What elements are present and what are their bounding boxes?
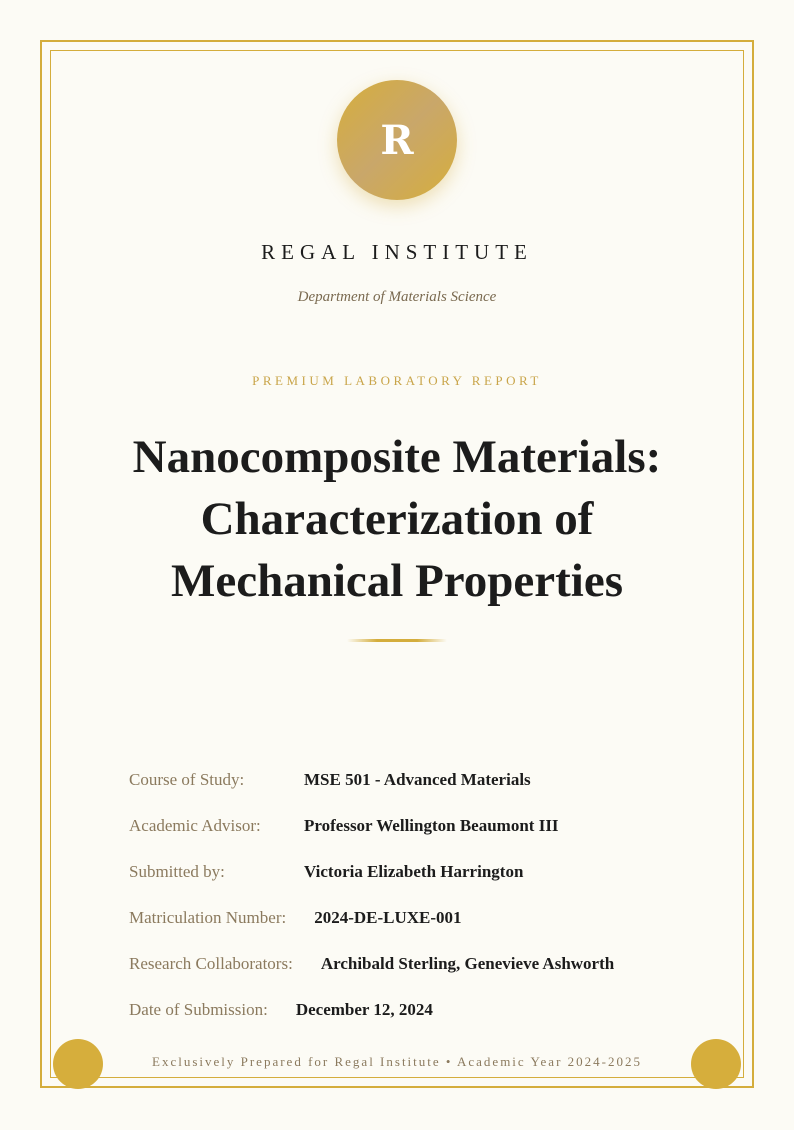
detail-label: Academic Advisor: [129, 816, 261, 835]
detail-value: Victoria Elizabeth Harrington [304, 862, 524, 881]
detail-value: Professor Wellington Beaumont III [304, 816, 559, 835]
report-type: PREMIUM LABORATORY REPORT [252, 373, 542, 388]
detail-label: Matriculation Number: [129, 908, 287, 927]
title-divider [347, 639, 447, 642]
corner-ornament-right [691, 1039, 741, 1089]
detail-row-advisor [129, 816, 689, 862]
detail-label: Submitted by: [129, 862, 225, 881]
corner-ornament-left [53, 1039, 103, 1089]
detail-row-matriculation [129, 908, 689, 954]
institute-seal [337, 80, 457, 200]
report-details [129, 770, 689, 1046]
institute-name: REGAL INSTITUTE [261, 240, 533, 264]
detail-label: Research Collaborators: [129, 954, 293, 973]
detail-label: Date of Submission: [129, 1000, 268, 1019]
footer-text: Exclusively Prepared for Regal Institute • Academic Year 2024-2025 [152, 1054, 642, 1069]
detail-value: December 12, 2024 [295, 1000, 433, 1019]
department-name: Department of Materials Science [297, 289, 497, 305]
detail-row-course [129, 770, 689, 816]
detail-value: Archibald Sterling, Genevieve Ashworth [320, 954, 615, 973]
report-title-line: Mechanical Properties [170, 555, 624, 607]
report-title [60, 426, 734, 612]
detail-value: 2024-DE-LUXE-001 [314, 908, 462, 927]
report-title-line: Characterization of [200, 493, 594, 545]
detail-label: Course of Study: [129, 770, 245, 789]
seal-letter: R [380, 116, 414, 164]
detail-row-collaborators [129, 954, 689, 1000]
detail-row-date [129, 1000, 689, 1046]
detail-value: MSE 501 - Advanced Materials [304, 770, 531, 789]
detail-row-submitted-by [129, 862, 689, 908]
report-title-line: Nanocomposite Materials: [132, 431, 662, 483]
